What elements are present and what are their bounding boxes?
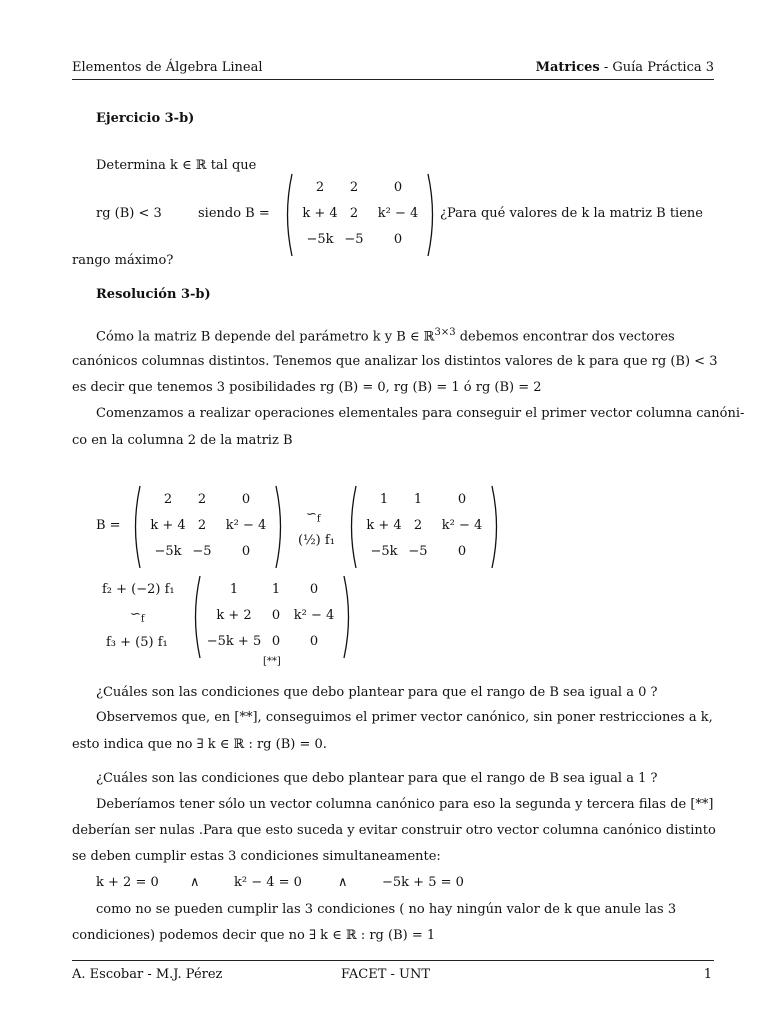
matrix-cell: 0 — [309, 634, 319, 649]
matrix-cell: 0 — [457, 492, 467, 507]
matrix-cell: 0 — [271, 608, 281, 623]
resolution-title: Resolución 3-b) — [96, 287, 211, 302]
q1-line4: como no se pueden cumplir las 3 condiciones ( no hay ningún valor de k que anule las 3 — [96, 902, 677, 917]
header-rule — [72, 79, 714, 80]
header-right-rest: - Guía Práctica 3 — [599, 60, 714, 75]
q0-question: ¿Cuáles son las condiciones que debo plantear para que el rango de B sea igual a 0 ? — [96, 685, 658, 700]
matrix-step1 — [346, 484, 502, 570]
q0-line1: Observemos que, en [**], conseguimos el primer vector canónico, sin poner restricciones a k, — [96, 710, 713, 725]
row-op2-symbol: $∽_f$ — [130, 607, 145, 625]
condition-2: k² − 4 = 0 — [234, 875, 302, 890]
exercise-line1: Determina k ∈ ℝ tal que — [96, 158, 257, 173]
matrix-cell: −5k + 5 — [206, 634, 262, 649]
matrix-b-cell: −5 — [344, 232, 364, 247]
header-left: Elementos de Álgebra Lineal — [72, 60, 263, 75]
matrix-cell: 1 — [379, 492, 389, 507]
matrix-cell: 2 — [197, 518, 207, 533]
row-op-symbol: $∽_f$ — [306, 507, 321, 525]
resolution-p2-line1: Comenzamos a realizar operaciones elementales para conseguir el primer vector columna canóni- — [96, 406, 745, 421]
matrix-b-cell: 0 — [393, 180, 403, 195]
exercise-siendo: siendo B = — [198, 206, 270, 221]
matrix-cell: 2 — [197, 492, 207, 507]
matrix-b-cell: −5k — [306, 232, 334, 247]
matrix-cell: k² − 4 — [441, 518, 483, 533]
matrix-cell: −5k — [370, 544, 398, 559]
matrix-cell: −5 — [192, 544, 212, 559]
matrix-cell: 2 — [413, 518, 423, 533]
superscript: 3×3 — [434, 327, 456, 338]
matrix-step2 — [190, 574, 354, 660]
exercise-title: Ejercicio 3-b) — [96, 111, 195, 126]
matrix-cell: 1 — [271, 582, 281, 597]
matrix-cell: 0 — [241, 544, 251, 559]
resolution-p1-line3: es decir que tenemos 3 posibilidades rg (B) = 0, rg (B) = 1 ó rg (B) = 2 — [72, 380, 542, 395]
footer-center: FACET - UNT — [341, 967, 431, 982]
matrix-b-cell: k² − 4 — [377, 206, 419, 221]
resolution-p1-line1: Cómo la matriz B depende del parámetro k y B ∈ ℝ$^{3\times 3}$ debemos encontrar dos vectores — [96, 327, 675, 345]
header-right-bold: Matrices — [535, 60, 600, 75]
matrix-b — [282, 172, 438, 258]
condition-1: k + 2 = 0 — [96, 875, 159, 890]
header-right — [536, 60, 714, 75]
matrix-cell: 0 — [241, 492, 251, 507]
matrix-b-cell: k + 4 — [302, 206, 338, 221]
matrix-cell: 1 — [413, 492, 423, 507]
footer-left: A. Escobar - M.J. Pérez — [72, 967, 223, 982]
condition-3: −5k + 5 = 0 — [382, 875, 464, 890]
exercise-question: ¿Para qué valores de k la matriz B tiene — [440, 206, 703, 221]
and-symbol-1: ∧ — [190, 875, 200, 890]
matrix-b-cell: 2 — [315, 180, 325, 195]
footer-rule — [72, 960, 714, 961]
q1-line2: deberían ser nulas .Para que esto suceda y evitar construir otro vector columna canónico distinto — [72, 823, 716, 838]
matrix-cell: 0 — [271, 634, 281, 649]
matrix-tag: [**] — [263, 656, 281, 667]
exercise-cond: rg (B) < 3 — [96, 206, 162, 221]
matrix-cell: −5k — [154, 544, 182, 559]
matrix-cell: 2 — [163, 492, 173, 507]
exercise-line3: rango máximo? — [72, 253, 174, 268]
page-number: 1 — [703, 967, 712, 982]
row-op2-bottom: f₃ + (5) f₁ — [106, 635, 168, 650]
reduction-lhs: B = — [96, 518, 121, 533]
matrix-cell: k + 4 — [150, 518, 186, 533]
q1-line1: Deberíamos tener sólo un vector columna canónico para eso la segunda y tercera filas de [**] — [96, 797, 714, 812]
matrix-b-cell: 2 — [349, 206, 359, 221]
matrix-cell: 0 — [457, 544, 467, 559]
q1-line5: condiciones) podemos decir que no ∃ k ∈ ℝ : rg (B) = 1 — [72, 928, 436, 943]
matrix-b-repeat — [130, 484, 286, 570]
and-symbol-2: ∧ — [338, 875, 348, 890]
matrix-b-cell: 2 — [349, 180, 359, 195]
resolution-p1-line2: canónicos columnas distintos. Tenemos que analizar los distintos valores de k para que rg (B) < 3 — [72, 354, 718, 369]
resolution-p2-line2: co en la columna 2 de la matriz B — [72, 433, 293, 448]
matrix-cell: k + 2 — [216, 608, 252, 623]
matrix-cell: k² − 4 — [293, 608, 335, 623]
matrix-cell: k² − 4 — [225, 518, 267, 533]
q0-line2: esto indica que no ∃ k ∈ ℝ : rg (B) = 0. — [72, 737, 327, 752]
matrix-b-cell: 0 — [393, 232, 403, 247]
matrix-cell: k + 4 — [366, 518, 402, 533]
row-op2-top: f₂ + (−2) f₁ — [102, 582, 175, 597]
q1-question: ¿Cuáles son las condiciones que debo plantear para que el rango de B sea igual a 1 ? — [96, 771, 658, 786]
matrix-cell: 1 — [229, 582, 239, 597]
matrix-cell: −5 — [408, 544, 428, 559]
q1-line3: se deben cumplir estas 3 condiciones simultaneamente: — [72, 849, 441, 864]
matrix-cell: 0 — [309, 582, 319, 597]
row-op-label: (½) f₁ — [298, 533, 335, 548]
